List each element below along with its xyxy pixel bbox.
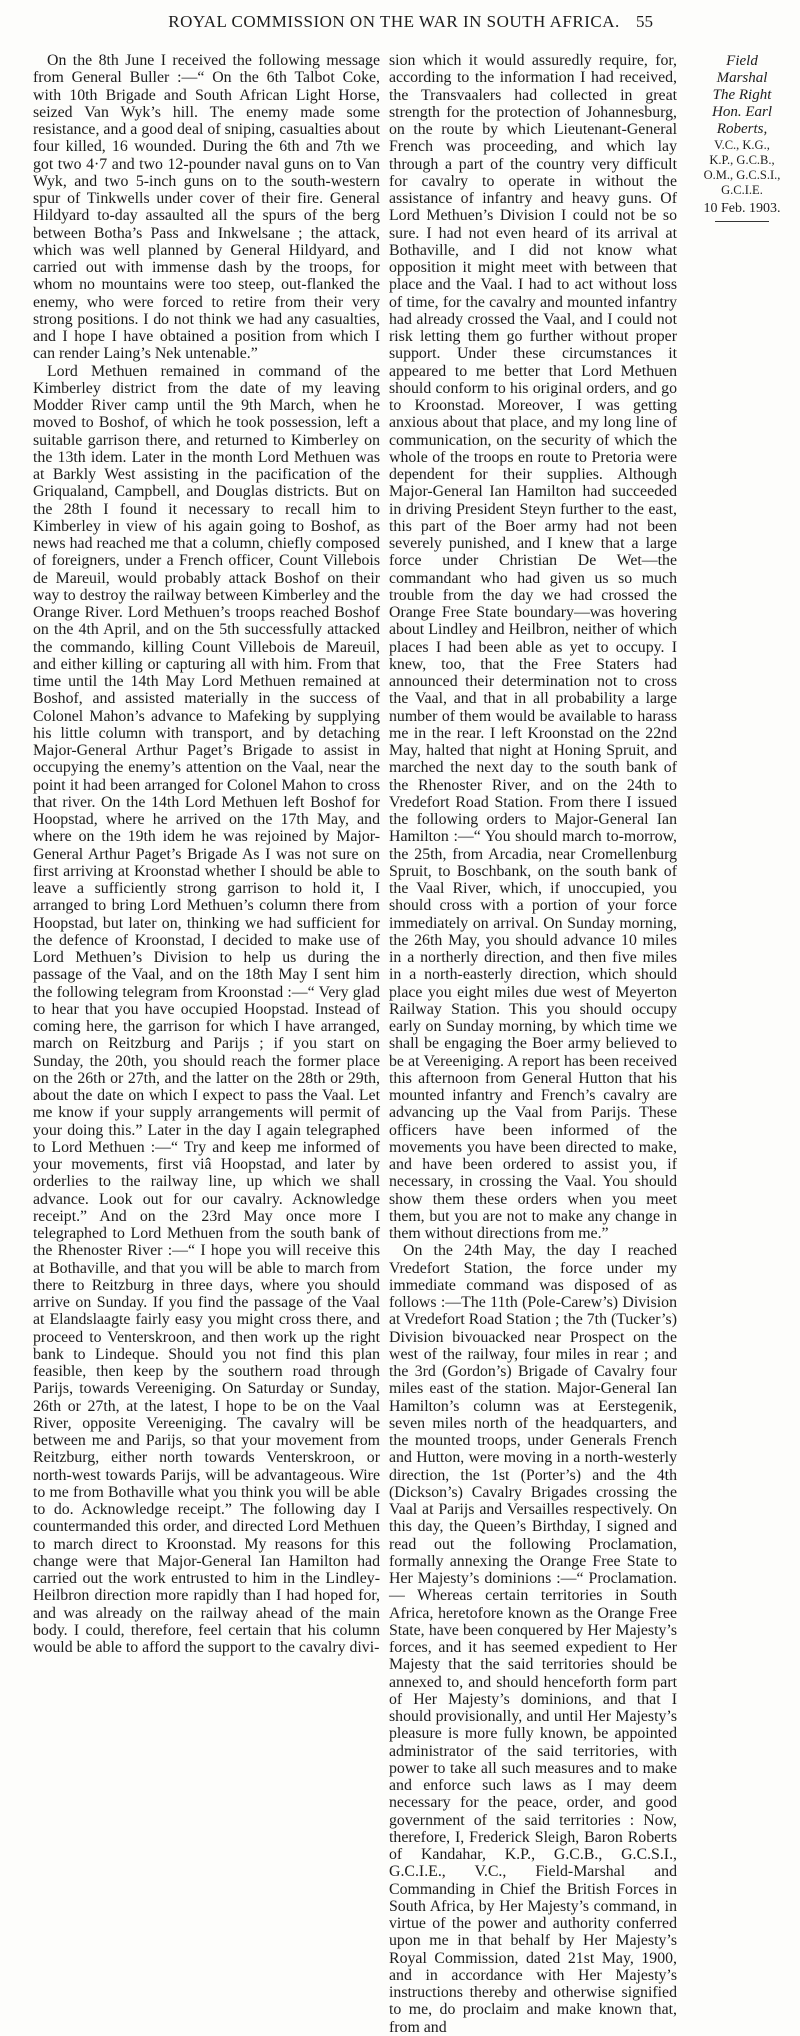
paragraph-buller-message: On the 8th June I received the following message from General Buller :—“ On the 6th Talbot Coke, with 10th Brigade and South African Light Horse, seized Van Wyk’s hill. The enemy made some resistance, and a good deal of sniping, casualties about four killed, 16 wounded. During the 6th and 7th we got two 4·7 and two 12-pounder naval guns on to Van Wyk, and two 5-inch guns on to the south-western spur of Tinkwells under cover of their fire. General Hildyard to-day assaulted all the spurs of the berg between Botha’s Pass and Inkwelsane ; the attack, which was well planned by General Hildyard, and carried out with immense dash by the troops, for whom no mountains were too steep, out-flanked the enemy, who were forced to retire from their very strong positions. I do not think we had any casualties, and I hope I have obtained a position from which I can render Laing’s Nek untenable.” — [33, 52, 380, 363]
paragraph-continuation: sion which it would assuredly require, for, according to the information I had received, the Transvaalers had collected in great strength for the protection of Johannesburg, on the route by which Lieutenant-General French was proceeding, and which lay through a part of the country very difficult for cavalry to operate in without the assistance of infantry and heavy guns. Of Lord Methuen’s Division I could not be so sure. I had not even heard of its arrival at Bothaville, and I did not know what opposition it might meet with between that place and the Vaal. I had to act without loss of time, for the cavalry and mounted infantry had already crossed the Vaal, and I could not risk letting them go further without proper support. Under these circumstances it appeared to me better that Lord Methuen should conform to his original orders, and go to Kroonstad. Moreover, I was getting anxious about that place, and my long line of communication, on the security of which the whole of the troops en route to Pretoria were dependent for their supplies. Although Major-General Ian Hamilton had succeeded in driving President Steyn further to the east, this part of the Boer army had not been severely punished, and I knew that a large force under Christian De Wet—the commandant who had given us so much trouble from the day we had crossed the Orange Free State boundary—was hovering about Lindley and Heilbron, neither of which places I had been able as yet to occupy. I knew, too, that the Free Staters had announced their determination not to cross the Vaal, and that in all probability a large number of them would be available to harass me in the rear. I left Kroonstad on the 22nd May, halted that night at Honing Spruit, and marched the next day to the south bank of the Rhenoster River, and on the 24th to Vredefort Road Station. From there I issued the following orders to Major-General Ian Hamilton :—“ You should march to-morrow, the 25th, from Arcadia, near Cromellenburg Spruit, to Boschbank, on the south bank of the Vaal River, which, if unoccupied, you should cross with a portion of your force immediately on arrival. On Sunday morning, the 26th May, you should advance 10 miles in a northerly direction, and then five miles in a north-easterly direction, which should place you eight miles due west of Meyerton Railway Station. This you should occupy early on Sunday morning, by which time we shall be engaging the Boer army believed to be at Vereeniging. A report has been received this afternoon from General Hutton that his mounted infantry and French’s cavalry are advancing up the Vaal from Parijs. These officers have been informed of the movements you have been directed to make, and have been ordered to assist you, if necessary, in crossing the Vaal. You should show them these orders when you meet them, but you are not to make any change in them without directions from me.” — [389, 52, 677, 1242]
margin-honours-1: V.C., K.G., — [714, 138, 770, 152]
margin-line-field: Field — [726, 53, 758, 69]
page-number: 55 — [636, 12, 653, 31]
paragraph-methuen-kimberley: Lord Methuen remained in command of the Kimberley district from the date of my leaving Modder River camp until the 9th March, when he moved to Boshof, of which he took possession, left a suitable garrison there, and returned to Kimberley on the 13th idem. Later in the month Lord Methuen was at Barkly West assisting in the pacification of the Griqualand, Campbell, and Douglas districts. But on the 28th I found it necessary to recall him to Kimberley in view of his again going to Boshof, as news had reached me that a column, chiefly composed of foreigners, under a French officer, Count Villebois de Mareuil, would probably attack Boshof on their way to destroy the railway between Kimberley and the Orange River. Lord Methuen’s troops reached Boshof on the 4th April, and on the 5th successfully attacked the commando, killing Count Villebois de Mareuil, and either killing or capturing all with him. From that time until the 14th May Lord Methuen remained at Boshof, and assisted materially in the success of Colonel Mahon’s advance to Mafeking by supplying his little column with transport, and by detaching Major-General Arthur Paget’s Brigade to assist in occupying the enemy’s attention on the Vaal, near the point it had been arranged for Colonel Mahon to cross that river. On the 14th Lord Methuen left Boshof for Hoopstad, where he arrived on the 17th May, and where on the 19th idem he was rejoined by Major-General Arthur Paget’s Brigade As I was not sure on first arriving at Kroonstad whether I should be able to leave a sufficiently strong garrison to hold it, I arranged to bring Lord Methuen’s column there from Hoopstad, but later on, thinking we had sufficient for the defence of Kroonstad, I decided to make use of Lord Methuen’s Division to help us during the passage of the Vaal, and on the 18th May I sent him the following telegram from Kroonstad :—“ Very glad to hear that you have occupied Hoopstad. Instead of coming here, the garrison for which I have arranged, march on Reitzburg and Parijs ; if you start on Sunday, the 20th, you should reach the former place on the 26th or 27th, and the latter on the 28th or 29th, about the date on which I expect to pass the Vaal. Let me know if your supply arrangements will permit of your doing this.” Later in the day I again telegraphed to Lord Methuen :—“ Try and keep me informed of your movements, first viâ Hoopstad, and later by orderlies to the railway line, up which we shall advance. Look out for our cavalry. Acknowledge receipt.” And on the 23rd May once more I telegraphed to Lord Methuen from the south bank of the Rhenoster River :—“ I hope you will receive this at Bothaville, and that you will be able to march from there to Reitzburg in three days, where you should arrive on Sunday. If you find the passage of the Vaal at Elandslaagte fairly easy you might cross there, and proceed to Venterskroon, and then work up the right bank to Lindeque. Should you not find this plan feasible, then keep by the southern road through Parijs, towards Vereeniging. On Saturday or Sunday, 26th or 27th, at the latest, I hope to be on the Vaal River, opposite Vereeniging. The cavalry will be between me and Parijs, so that your movement from Reitzburg, either north towards Venterskroon, or north-west towards Parijs, will be advantageous. Wire to me from Bothaville what you think you will be able to do. Acknowledge receipt.” The following day I countermanded this order, and directed Lord Methuen to march direct to Kroonstad. My reasons for this change were that Major-General Ian Hamilton had carried out the work entrusted to him in the Lindley-Heilbron direction more rapidly than I had hoped for, and was already on the railway ahead of the main body. I could, therefore, feel certain that his column would be able to afford the support to the cavalry divi- — [33, 362, 380, 1656]
margin-honours-2: K.P., G.C.B., — [709, 153, 775, 167]
margin-honours-4: G.C.I.E. — [721, 183, 763, 197]
paragraph-proclamation: On the 24th May, the day I reached Vredefort Station, the force under my immediate command was disposed of as follows :—The 11th (Pole-Carew’s) Division at Vredefort Road Station ; the 7th (Tucker’s) Division bivouacked near Prospect on the west of the railway, four miles in rear ; and the 3rd (Gordon’s) Brigade of Cavalry four miles east of the station. Major-General Ian Hamilton’s column was at Eerstegenik, seven miles north of the headquarters, and the mounted troops, under Generals French and Hutton, were moving in a north-westerly direction, the 1st (Porter’s) and the 4th (Dickson’s) Cavalry Brigades crossing the Vaal at Parijs and Versailles respectively. On this day, the Queen’s Birthday, I signed and read out the following Proclamation, formally annexing the Orange Free State to Her Majesty’s dominions :—“ Proclamation.— Whereas certain territories in South Africa, heretofore known as the Orange Free State, have been conquered by Her Majesty’s forces, and it has seemed expedient to Her Majesty that the said territories should be annexed to, and should henceforth form part of Her Majesty’s dominions, and that I should provisionally, and until Her Majesty’s pleasure is more fully known, be appointed administrator of the said territories, with power to take all such measures and to make and enforce such laws as I may deem necessary for the peace, order, and good government of the said territories : Now, therefore, I, Frederick Sleigh, Baron Roberts of Kandahar, K.P., G.C.B., G.C.S.I., G.C.I.E., V.C., Field-Marshal and Commanding in Chief the British Forces in South Africa, by Her Majesty’s command, in virtue of the power and authority conferred upon me in that behalf by Her Majesty’s Royal Commission, dated 21st May, 1900, and in accordance with Her Majesty’s instructions thereby and otherwise signified to me, do proclaim and make known that, from and — [389, 1242, 677, 2036]
margin-date: 10 Feb. 1903. — [703, 201, 781, 216]
margin-line-earl: Hon. Earl — [712, 104, 772, 120]
margin-honours-3: O.M., G.C.S.I., — [703, 168, 781, 182]
left-text-column — [33, 52, 380, 1656]
margin-line-marshal: Marshal — [716, 70, 768, 86]
right-text-column — [389, 52, 677, 2036]
witness-margin-note — [690, 53, 794, 222]
margin-rule-divider — [715, 221, 769, 222]
margin-line-right: The Right — [712, 87, 772, 103]
running-header: ROYAL COMMISSION ON THE WAR IN SOUTH AFRICA. — [168, 12, 620, 31]
margin-line-roberts: Roberts, — [716, 121, 768, 137]
